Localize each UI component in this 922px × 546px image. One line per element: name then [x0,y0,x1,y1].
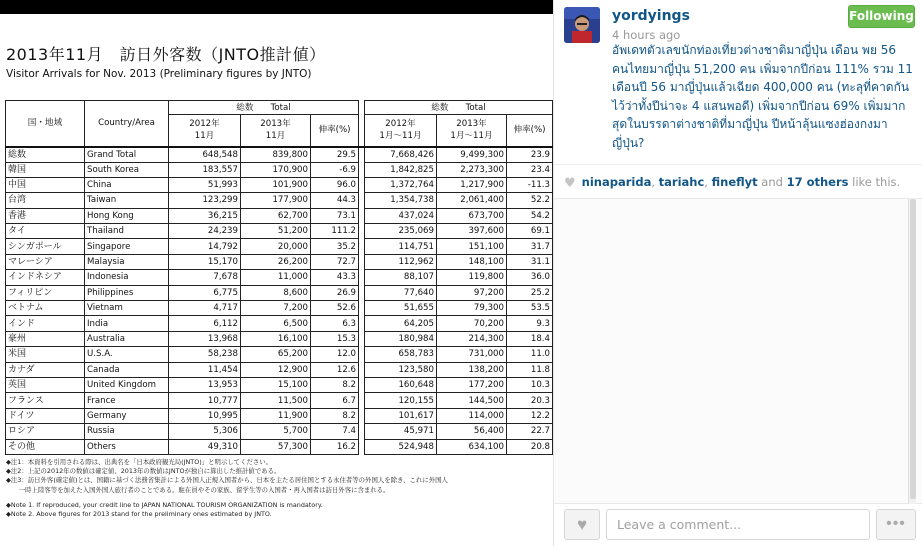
header-group-ytd: 総数 Total [365,101,553,115]
table-cell-r2: 31.1 [507,254,553,269]
photo-top-border [0,0,553,14]
table-cell-y2012: 64,205 [365,316,437,331]
table-cell-jp: シンガポール [6,239,85,254]
avatar-image-icon [564,7,600,43]
table-cell-y2013: 97,200 [437,285,507,300]
table-cell-en: Thailand [85,224,169,239]
table-cell-en: Indonesia [85,270,169,285]
table-cell-v2013: 6,500 [241,316,311,331]
table-cell-y2013: 177,200 [437,377,507,392]
table-cell-y2013: 731,000 [437,347,507,362]
table-cell-r2: 31.7 [507,239,553,254]
heart-icon: ♥ [576,515,588,534]
table-cell-v2013: 101,900 [241,177,311,192]
scrollbar-thumb[interactable] [910,199,916,499]
table-cell-y2012: 51,655 [365,301,437,316]
table-cell-jp: 米国 [6,347,85,362]
table-cell-v2013: 11,000 [241,270,311,285]
table-cell-y2012: 1,372,764 [365,177,437,192]
table-row [6,177,553,192]
table-cell-r1: 72.7 [311,254,359,269]
table-cell-jp: ベトナム [6,301,85,316]
table-cell-v2013: 51,200 [241,224,311,239]
table-cell-v2012: 6,775 [169,285,241,300]
table-cell-r2: 18.4 [507,331,553,346]
note-line: ◆Note 1. If reproduced, your credit line to JAPAN NATIONAL TOURISM ORGANIZATION is mandatory. [6,500,323,509]
note-line: 一時上陸客等を加えた入国外国人旅行者のことである。駐在員やその家族、留学生等の入国者・再入国者は訪日外客に含まれる。 [6,485,390,494]
table-cell-v2012: 14,792 [169,239,241,254]
table-cell-v2012: 49,310 [169,439,241,454]
more-options-button[interactable] [876,509,916,540]
likes-divider [554,164,922,165]
table-cell-v2012: 58,238 [169,347,241,362]
table-cell-v2012: 648,548 [169,147,241,163]
table-cell-jp: タイ [6,224,85,239]
table-cell-r2: 52.2 [507,193,553,208]
visitor-arrivals-table [5,100,553,455]
table-cell-v2012: 4,717 [169,301,241,316]
table-cell-v2013: 839,800 [241,147,311,163]
table-cell-r2: 9.3 [507,316,553,331]
table-cell-r1: 26.9 [311,285,359,300]
table-cell-en: Russia [85,424,169,439]
table-cell-y2012: 112,962 [365,254,437,269]
likes-others-link[interactable]: 17 others [786,175,849,189]
table-cell-jp: インド [6,316,85,331]
liker-link[interactable]: fineflyt [711,175,758,189]
table-cell-r1: 52.6 [311,301,359,316]
table-cell-y2012: 88,107 [365,270,437,285]
table-cell-y2013: 138,200 [437,362,507,377]
liker-link[interactable]: tariahc [658,175,705,189]
table-cell-r1: 96.0 [311,177,359,192]
table-cell-jp: マレーシア [6,254,85,269]
table-cell-r2: 12.2 [507,408,553,423]
table-cell-r1: 35.2 [311,239,359,254]
note-line: ◆注1：本資料を引用される際は、出典名を「日本政府観光局(JNTO)」と明示してください。 [6,458,273,466]
username-link[interactable]: yordyings [612,8,690,24]
header-2013-nov: 2013年 11月 [241,115,311,147]
table-cell-r2: 25.2 [507,285,553,300]
table-cell-r2: 11.0 [507,347,553,362]
table-row [6,239,553,254]
table-cell-y2013: 144,500 [437,393,507,408]
document-title: 2013年11月 訪日外客数（JNTO推計値） [6,45,326,64]
table-cell-v2013: 11,900 [241,408,311,423]
following-button[interactable]: Following [848,5,915,28]
table-cell-v2012: 13,953 [169,377,241,392]
table-cell-r1: 6.7 [311,393,359,408]
table-cell-en: France [85,393,169,408]
avatar[interactable] [564,7,600,43]
likes-and: and [757,175,787,189]
table-cell-y2013: 673,700 [437,208,507,223]
table-cell-y2013: 214,300 [437,331,507,346]
table-cell-v2013: 15,100 [241,377,311,392]
table-cell-jp: 中国 [6,177,85,192]
table-cell-en: United Kingdom [85,377,169,392]
table-row [6,316,553,331]
table-cell-jp: 英国 [6,377,85,392]
table-cell-y2012: 658,783 [365,347,437,362]
table-cell-y2013: 634,100 [437,439,507,454]
table-cell-y2012: 45,971 [365,424,437,439]
post-caption: อัพเดทตัวเลขนักท่องเที่ยวต่างชาติมาญี่ปุ่น เดือน พย 56 คนไทยมาญี่ปุ่น 51,200 คน เพิ่มจากปีก่อน 111% รวม 11 เดือนปี 56 มาญี่ปุ่นแล้วเฉียด 400,000 คน (ทะลุที่คาดกันไว้ว่าทั้งปีน่าจะ 4 แสนพอดี) เพิ่มจากปีก่อน 69% เพิ่มมากสุดในบรรดาต่างชาติที่มาญี่ปุ่น ปีหน้าลุ้นแซงฮ่องกงมาญี่ปุ่น? [612,43,913,150]
table-cell-v2013: 170,900 [241,162,311,177]
table-cell-r1: 43.3 [311,270,359,285]
table-cell-r2: 54.2 [507,208,553,223]
table-cell-y2013: 114,000 [437,408,507,423]
table-row [6,331,553,346]
table-cell-v2013: 12,900 [241,362,311,377]
table-cell-jp: インドネシア [6,270,85,285]
header-group-month: 総数 Total [169,101,359,115]
table-cell-en: Malaysia [85,254,169,269]
table-row [6,377,553,392]
table-cell-y2013: 56,400 [437,424,507,439]
table-cell-v2013: 16,100 [241,331,311,346]
table-cell-v2013: 26,200 [241,254,311,269]
table-cell-en: Germany [85,408,169,423]
table-cell-y2013: 70,200 [437,316,507,331]
table-cell-y2013: 2,273,300 [437,162,507,177]
header-rate-month: 伸率(%) [311,115,359,147]
table-notes [6,458,546,519]
header-2012-nov: 2012年 11月 [169,115,241,147]
table-row [6,424,553,439]
table-cell-v2012: 11,454 [169,362,241,377]
table-cell-y2013: 148,100 [437,254,507,269]
table-cell-en: Philippines [85,285,169,300]
table-cell-r1: -6.9 [311,162,359,177]
table-cell-y2012: 77,640 [365,285,437,300]
table-cell-en: Australia [85,331,169,346]
table-row [6,285,553,300]
table-cell-jp: フランス [6,393,85,408]
table-cell-r1: 15.3 [311,331,359,346]
table-row [6,439,553,454]
table-cell-en: South Korea [85,162,169,177]
table-cell-r2: 23.9 [507,147,553,163]
table-row [6,301,553,316]
table-cell-jp: 台湾 [6,193,85,208]
table-cell-en: U.S.A. [85,347,169,362]
table-cell-v2012: 6,112 [169,316,241,331]
table-cell-en: Others [85,439,169,454]
table-cell-v2012: 10,995 [169,408,241,423]
table-cell-v2012: 10,777 [169,393,241,408]
table-cell-y2012: 101,617 [365,408,437,423]
table-cell-y2012: 437,024 [365,208,437,223]
table-cell-y2013: 1,217,900 [437,177,507,192]
more-dots-icon: ••• [886,515,906,532]
table-cell-r1: 12.6 [311,362,359,377]
table-cell-jp: 香港 [6,208,85,223]
table-cell-en: Canada [85,362,169,377]
table-cell-r1: 73.1 [311,208,359,223]
table-cell-r1: 16.2 [311,439,359,454]
table-cell-en: India [85,316,169,331]
table-cell-y2012: 114,751 [365,239,437,254]
table-row [6,362,553,377]
table-cell-r2: 20.8 [507,439,553,454]
table-cell-en: Hong Kong [85,208,169,223]
table-cell-r2: -11.3 [507,177,553,192]
table-cell-jp: ロシア [6,424,85,439]
table-row [6,393,553,408]
table-cell-r2: 22.7 [507,424,553,439]
likes-separator: , [704,175,712,189]
liker-link[interactable]: ninaparida [581,175,652,189]
table-row [6,347,553,362]
like-button[interactable] [564,509,600,540]
table-cell-v2012: 123,299 [169,193,241,208]
table-cell-v2013: 20,000 [241,239,311,254]
table-cell-y2013: 79,300 [437,301,507,316]
table-cell-jp: カナダ [6,362,85,377]
comment-input[interactable] [606,509,870,540]
likes-separator: , [651,175,659,189]
table-cell-y2012: 235,069 [365,224,437,239]
table-row [6,254,553,269]
table-cell-r2: 11.8 [507,362,553,377]
comments-list [554,198,922,504]
table-cell-en: Vietnam [85,301,169,316]
table-cell-r1: 8.2 [311,377,359,392]
likes-line [564,175,900,191]
table-cell-y2013: 151,100 [437,239,507,254]
table-cell-v2012: 36,215 [169,208,241,223]
table-cell-r1: 6.3 [311,316,359,331]
table-cell-en: Singapore [85,239,169,254]
table-cell-r1: 7.4 [311,424,359,439]
document-subtitle: Visitor Arrivals for Nov. 2013 (Preliminary figures by JNTO) [6,68,312,80]
table-row [6,208,553,223]
heart-icon: ♥ [564,176,576,191]
table-cell-y2012: 180,984 [365,331,437,346]
table-row [6,193,553,208]
table-cell-v2013: 5,700 [241,424,311,439]
table-cell-y2012: 1,354,738 [365,193,437,208]
table-cell-y2012: 123,580 [365,362,437,377]
table-cell-y2012: 524,948 [365,439,437,454]
table-cell-v2012: 5,306 [169,424,241,439]
note-line: ◆Note 2. Above figures for 2013 stand for the preliminary ones estimated by JNTO. [6,510,272,519]
table-cell-v2013: 57,300 [241,439,311,454]
header-region-jp: 国・地域 [6,101,85,147]
table-cell-v2012: 183,557 [169,162,241,177]
header-rate-ytd: 伸率(%) [507,115,553,147]
header-region-en: Country/Area [85,101,169,147]
table-cell-r2: 20.3 [507,393,553,408]
table-row [6,224,553,239]
table-row [6,162,553,177]
table-row [6,270,553,285]
table-cell-v2013: 177,900 [241,193,311,208]
table-cell-r1: 111.2 [311,224,359,239]
table-cell-v2013: 11,500 [241,393,311,408]
table-cell-y2012: 7,668,426 [365,147,437,163]
table-cell-v2012: 24,239 [169,224,241,239]
table-cell-y2013: 397,600 [437,224,507,239]
table-row [6,408,553,423]
table-cell-r1: 29.5 [311,147,359,163]
table-cell-en: Grand Total [85,147,169,163]
table-cell-v2013: 8,600 [241,285,311,300]
table-cell-jp: ドイツ [6,408,85,423]
table-cell-jp: 総数 [6,147,85,163]
table-cell-v2012: 51,993 [169,177,241,192]
table-cell-y2013: 9,499,300 [437,147,507,163]
table-cell-y2012: 160,648 [365,377,437,392]
table-cell-v2012: 7,678 [169,270,241,285]
table-cell-r2: 10.3 [507,377,553,392]
note-line: ◆注3：訪日外客(確定値)とは、国籍に基づく法務省集計による外国人正規入国者から、日本を主たる居住国とする永住者等の外国人を除き、これに外国人 [6,476,448,485]
table-cell-y2013: 2,061,400 [437,193,507,208]
likes-suffix: like this. [848,175,901,189]
table-cell-jp: その他 [6,439,85,454]
table-cell-y2013: 119,800 [437,270,507,285]
header-2012-ytd: 2012年 1月～11月 [365,115,437,147]
post-timestamp[interactable]: 4 hours ago [612,28,681,42]
table-body [6,147,553,455]
table-cell-jp: 豪州 [6,331,85,346]
table-cell-r1: 44.3 [311,193,359,208]
note-line: ◆注2：上記の2012年の数値は確定値、2013年の数値はJNTOが独自に算出した推計値である。 [6,467,281,476]
table-cell-r2: 36.0 [507,270,553,285]
post-sidebar [553,0,922,546]
header-2013-ytd: 2013年 1月～11月 [437,115,507,147]
table-cell-v2012: 13,968 [169,331,241,346]
table-cell-r1: 8.2 [311,408,359,423]
table-cell-y2012: 1,842,825 [365,162,437,177]
table-cell-v2012: 15,170 [169,254,241,269]
table-row [6,147,553,163]
comments-scrollbar[interactable] [908,198,916,504]
table-cell-en: Taiwan [85,193,169,208]
table-cell-r1: 12.0 [311,347,359,362]
table-cell-r2: 23.4 [507,162,553,177]
table-cell-v2013: 62,700 [241,208,311,223]
table-cell-en: China [85,177,169,192]
table-cell-r2: 53.5 [507,301,553,316]
table-cell-v2013: 65,200 [241,347,311,362]
table-cell-y2012: 120,155 [365,393,437,408]
table-cell-jp: フィリピン [6,285,85,300]
table-cell-jp: 韓国 [6,162,85,177]
table-cell-v2013: 7,200 [241,301,311,316]
table-cell-r2: 69.1 [507,224,553,239]
